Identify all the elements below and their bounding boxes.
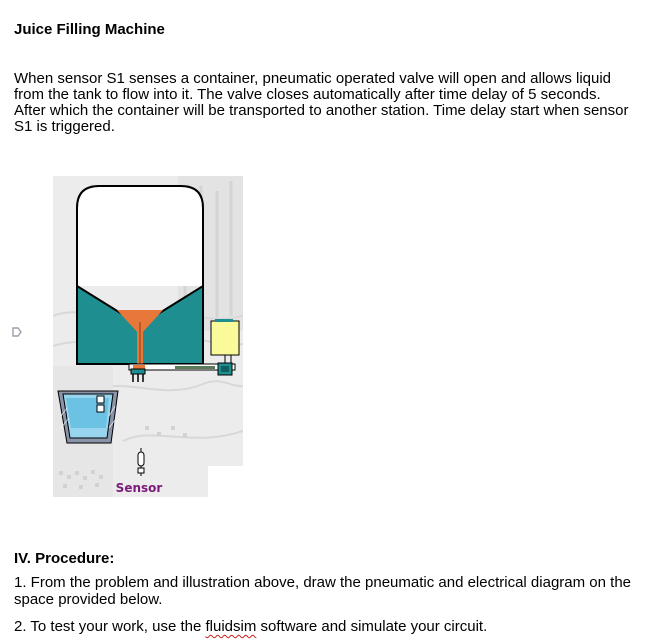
procedure-step-1: 1. From the problem and illustration above, draw the pneumatic and electrical diagram on the space provided below. <box>14 574 631 608</box>
play-bullet-icon <box>12 327 22 337</box>
step2-text-after: software and simulate your circuit. <box>256 618 488 635</box>
illustration-canvas <box>53 176 243 497</box>
problem-description: When sensor S1 senses a container, pneumatic operated valve will open and allows liquid from the tank to flow into it. The valve closes automatically after time delay of 5 seconds. After which the container will be transported to another station. Time delay start when sensor S1 is triggered. <box>14 70 629 135</box>
page-title: Juice Filling Machine <box>14 21 165 38</box>
tank-icon <box>77 186 203 366</box>
procedure-step-2 <box>14 618 654 635</box>
sensor-label: Sensor <box>115 481 163 495</box>
fluidsim-word: fluidsim <box>205 618 257 635</box>
juice-filling-illustration <box>53 176 243 497</box>
step2-text-before: 2. To test your work, use the <box>14 618 206 635</box>
procedure-heading: IV. Procedure: <box>14 550 115 567</box>
sensor-icon <box>138 448 144 476</box>
container-icon <box>58 391 118 443</box>
